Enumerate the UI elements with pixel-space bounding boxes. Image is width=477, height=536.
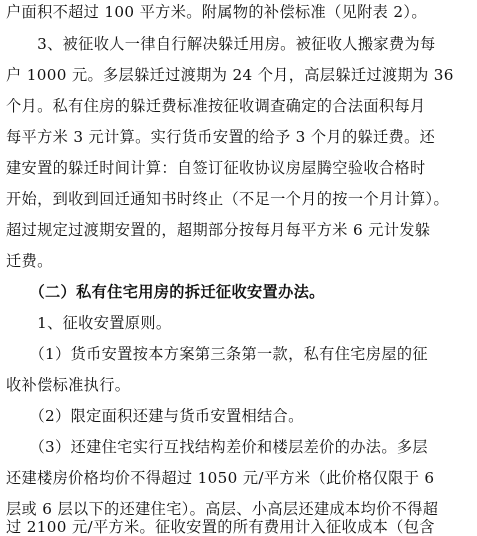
- text-line: 开始，到收到回迁通知书时终止（不足一个月的按一个月计算）。: [6, 190, 449, 208]
- text-line: 建安置的躲迁时间计算：自签订征收协议房屋腾空验收合格时: [6, 159, 426, 177]
- text-line: 超过规定过渡期安置的，超期部分按每月每平方米 6 元计发躲: [6, 221, 431, 239]
- text-line: 3、被征收人一律自行解决躲迁用房。被征收人搬家费为每: [6, 35, 436, 53]
- text-line: 过 2100 元/平方米。征收安置的所有费用计入征收成本（包含: [6, 518, 435, 536]
- text-line: （3）还建住宅实行互找结构差价和楼层差价的办法。多层: [6, 438, 428, 456]
- text-line: 户面积不超过 100 平方米。附属物的补偿标准（见附表 2）。: [6, 3, 427, 21]
- text-line: 层或 6 层以下的还建住宅）。高层、小高层还建成本均价不得超: [6, 500, 439, 518]
- text-line: 1、征收安置原则。: [6, 314, 172, 332]
- text-line: （1）货币安置按本方案第三条第一款，私有住宅房屋的征: [6, 345, 428, 363]
- text-line: （2）限定面积还建与货币安置相结合。: [6, 407, 304, 425]
- text-line: 迁费。: [6, 252, 53, 270]
- section-heading: （二）私有住宅用房的拆迁征收安置办法。: [6, 283, 325, 301]
- text-line: 还建楼房价格均价不得超过 1050 元/平方米（此价格仅限于 6: [6, 469, 435, 487]
- text-line: 收补偿标准执行。: [6, 376, 131, 394]
- text-line: 户 1000 元。多层躲迁过渡期为 24 个月，高层躲迁过渡期为 36: [6, 66, 454, 84]
- text-line: 个月。私有住房的躲迁费标准按征收调查确定的合法面积每月: [6, 97, 426, 115]
- text-line: 每平方米 3 元计算。实行货币安置的给予 3 个月的躲迁费。还: [6, 128, 436, 146]
